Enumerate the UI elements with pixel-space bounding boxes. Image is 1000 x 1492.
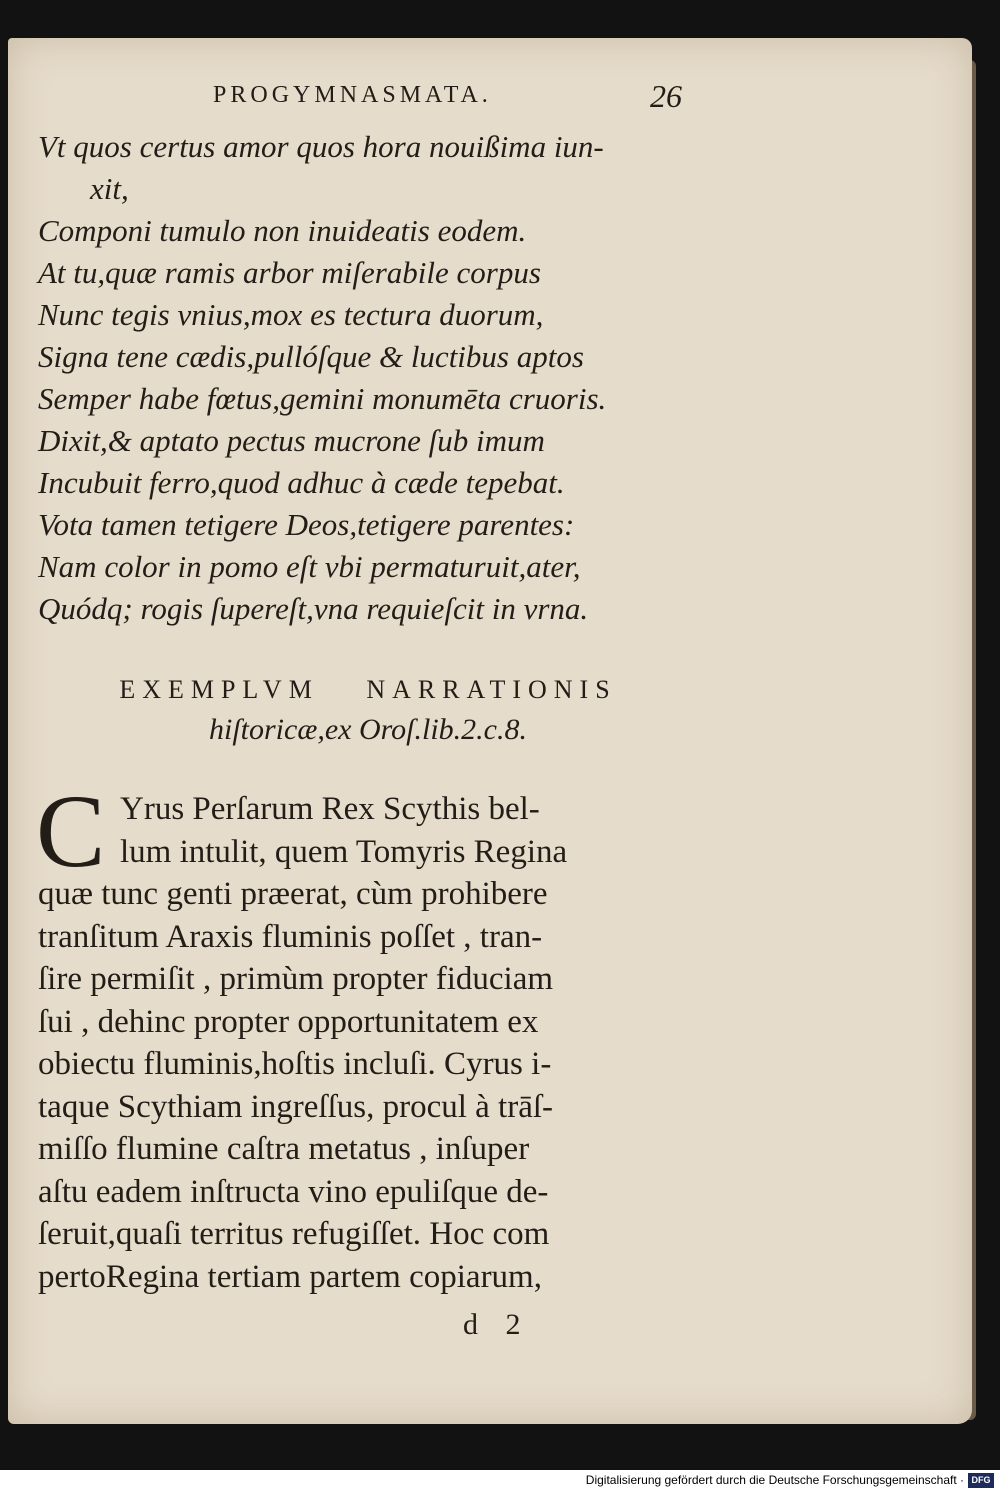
prose-line: taque Scythiam ingreſſus, procul à trāſ- xyxy=(38,1088,554,1125)
prose-lines xyxy=(38,788,698,1298)
verse-line: Vt quos certus amor quos hora nouißima iun- xyxy=(38,129,604,164)
drop-cap: C xyxy=(36,774,106,889)
verse-line: Signa tene cædis,pullóſque & luctibus aptos xyxy=(38,339,584,374)
verse-line: xit, xyxy=(90,171,129,206)
verse-line: Nam color in pomo eſt vbi permaturuit,ater, xyxy=(38,549,581,584)
page-number: 26 xyxy=(650,78,682,114)
running-title: PROGYMNASMATA. xyxy=(213,82,492,108)
section-heading xyxy=(38,670,698,750)
verse-line: Nunc tegis vnius,mox es tectura duorum, xyxy=(38,297,544,332)
section-heading-source: hiſtoricæ,ex Oroſ.lib.2.c.8. xyxy=(208,713,528,746)
verse-line: At tu,quæ ramis arbor miſerabile corpus xyxy=(38,255,541,290)
prose-block xyxy=(36,774,698,1298)
prose-line: tranſitum Araxis fluminis poſſet , tran- xyxy=(38,918,543,955)
verse-line: Incubuit ferro,quod adhuc à cæde tepebat. xyxy=(38,465,565,500)
page-text xyxy=(38,80,698,1298)
prose-line: ſire permiſit , primùm propter fiduciam xyxy=(38,961,554,997)
prose-line: Yrus Perſarum Rex Scythis bel- xyxy=(120,791,540,827)
prose-line: ſeruit,quaſi territus refugiſſet. Hoc com xyxy=(38,1216,550,1252)
prose-line: aſtu eadem inſtructa vino epuliſque de- xyxy=(38,1173,549,1210)
verse-line: Vota tamen tetigere Deos,tetigere parentes: xyxy=(38,507,575,542)
prose-line: miſſo flumine caſtra metatus , inſuper xyxy=(38,1131,530,1167)
prose-line: ſui , dehinc propter opportunitatem ex xyxy=(38,1003,539,1040)
prose-line: lum intulit, quem Tomyris Regina xyxy=(120,833,568,870)
funding-credit: Digitalisierung gefördert durch die Deutsche Forschungsgemeinschaft · xyxy=(585,1473,964,1487)
section-heading-title: EXEMPLVM NARRATIONIS xyxy=(119,675,617,704)
prose-line: quæ tunc genti præerat, cùm prohibere xyxy=(38,876,548,912)
prose-line: pertoRegina tertiam partem copiarum, xyxy=(38,1258,542,1295)
verse-block xyxy=(38,126,698,630)
verse-line: Componi tumulo non inuideatis eodem. xyxy=(38,213,527,248)
footer-bar xyxy=(0,1470,1000,1492)
dfg-logo: DFG xyxy=(968,1473,994,1488)
running-head xyxy=(38,80,698,126)
prose-line: obiectu fluminis,hoſtis incluſi. Cyrus i- xyxy=(38,1046,552,1082)
verse-line: Quódq; rogis ſupereſt,vna requieſcit in vrna. xyxy=(38,591,589,626)
signature-mark: d 2 xyxy=(463,1308,531,1341)
verse-line: Semper habe fœtus,gemini monumēta cruoris. xyxy=(38,381,607,416)
verse-line: Dixit,& aptato pectus mucrone ſub imum xyxy=(38,423,545,458)
